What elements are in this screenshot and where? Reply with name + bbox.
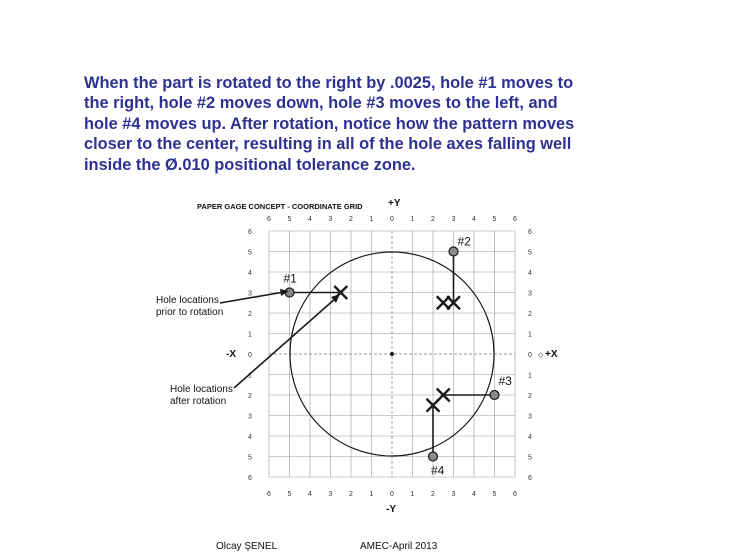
hole-label: #4	[431, 463, 445, 478]
grid-origin-dot	[390, 352, 394, 356]
callout-before-line-1: Hole locations	[156, 295, 219, 306]
bottom-tick-label: 4	[472, 491, 476, 498]
left-tick-label: 2	[248, 311, 252, 318]
top-tick-label: 1	[369, 216, 374, 223]
bottom-tick-label: 2	[349, 491, 353, 498]
hole-before-rotation-marker	[429, 452, 438, 461]
right-tick-label: 0	[528, 352, 532, 359]
bottom-tick-label: 3	[451, 491, 456, 498]
minus-x-label: -X	[226, 349, 236, 360]
hole-before-rotation-marker	[490, 391, 499, 400]
bottom-tick-label: 5	[287, 491, 292, 498]
left-tick-label: 0	[248, 352, 252, 359]
hole-label: #1	[283, 271, 297, 286]
top-tick-label: 3	[451, 216, 456, 223]
left-tick-label: 1	[248, 331, 252, 339]
paragraph-line: hole #4 moves up. After rotation, notice how the pattern moves	[84, 114, 575, 133]
bottom-tick-label: 1	[369, 491, 374, 498]
top-tick-label: 5	[287, 216, 292, 223]
bottom-tick-label: 6	[513, 491, 517, 498]
hole-label: #3	[498, 374, 512, 388]
bottom-tick-label: 5	[492, 491, 497, 498]
holes	[284, 235, 513, 478]
callout-before-line-2: prior to rotation	[156, 307, 224, 318]
left-tick-label: 6	[248, 229, 252, 236]
left-tick-label: 5	[248, 454, 252, 462]
right-tick-label: 2	[528, 311, 532, 318]
right-tick-label: 1	[528, 372, 532, 380]
right-tick-label: 2	[528, 393, 532, 400]
footer-event: AMEC-April 2013	[360, 541, 438, 552]
left-tick-label: 3	[248, 290, 252, 298]
left-tick-label: 6	[248, 475, 252, 482]
right-tick-label: 4	[528, 270, 532, 277]
right-tick-label: 3	[528, 290, 532, 298]
paragraph-line: the right, hole #2 moves down, hole #3 moves to the left, and	[84, 94, 558, 113]
callout-after-line-1: Hole locations	[170, 384, 233, 395]
extra-cross-marker	[437, 296, 450, 309]
hole-label: #2	[457, 234, 471, 249]
paragraph-line: inside the Ø.010 positional tolerance zone.	[84, 155, 416, 174]
callout-after-line-2: after rotation	[170, 396, 227, 407]
left-tick-label: 4	[248, 270, 252, 277]
bottom-tick-label: 1	[410, 491, 415, 498]
paragraph-line: When the part is rotated to the right by .0025, hole #1 moves to	[84, 74, 574, 92]
left-tick-label: 5	[248, 249, 252, 257]
left-tick-label: 4	[248, 434, 252, 441]
top-tick-label: 4	[472, 216, 476, 223]
top-tick-label: 6	[513, 216, 517, 223]
right-tick-label: 3	[528, 413, 532, 421]
right-tick-label: 5	[528, 454, 532, 462]
grid-title: PAPER GAGE CONCEPT - COORDINATE GRID	[197, 202, 363, 211]
right-tick-label: 4	[528, 434, 532, 441]
plus-y-label: +Y	[388, 198, 401, 209]
right-tick-label: 6	[528, 229, 532, 236]
top-tick-label: 5	[492, 216, 497, 223]
plus-x-label: +X	[545, 349, 558, 360]
left-tick-label: 3	[248, 413, 252, 421]
bottom-tick-label: 3	[328, 491, 333, 498]
left-tick-label: 1	[248, 372, 252, 380]
top-tick-label: 1	[410, 216, 415, 223]
right-tick-label: 5	[528, 249, 532, 257]
top-tick-label: 6	[267, 216, 271, 223]
bottom-tick-label: 4	[308, 491, 312, 498]
top-tick-label: 3	[328, 216, 333, 223]
top-tick-label: 0	[390, 216, 394, 223]
x-axis-arrow: ◇	[538, 352, 544, 359]
top-tick-label: 4	[308, 216, 312, 223]
right-tick-label: 6	[528, 475, 532, 482]
paragraph-line: closer to the center, resulting in all of the hole axes falling well	[84, 135, 572, 154]
footer-author: Olcay ŞENEL	[216, 541, 278, 552]
right-tick-label: 1	[528, 331, 532, 339]
bottom-tick-label: 0	[390, 491, 394, 498]
minus-y-label: -Y	[386, 504, 396, 515]
bottom-tick-label: 2	[431, 491, 435, 498]
top-tick-label: 2	[431, 216, 435, 223]
bottom-tick-label: 6	[267, 491, 271, 498]
top-tick-label: 2	[349, 216, 353, 223]
left-tick-label: 2	[248, 393, 252, 400]
callout-before-leader	[220, 292, 284, 303]
